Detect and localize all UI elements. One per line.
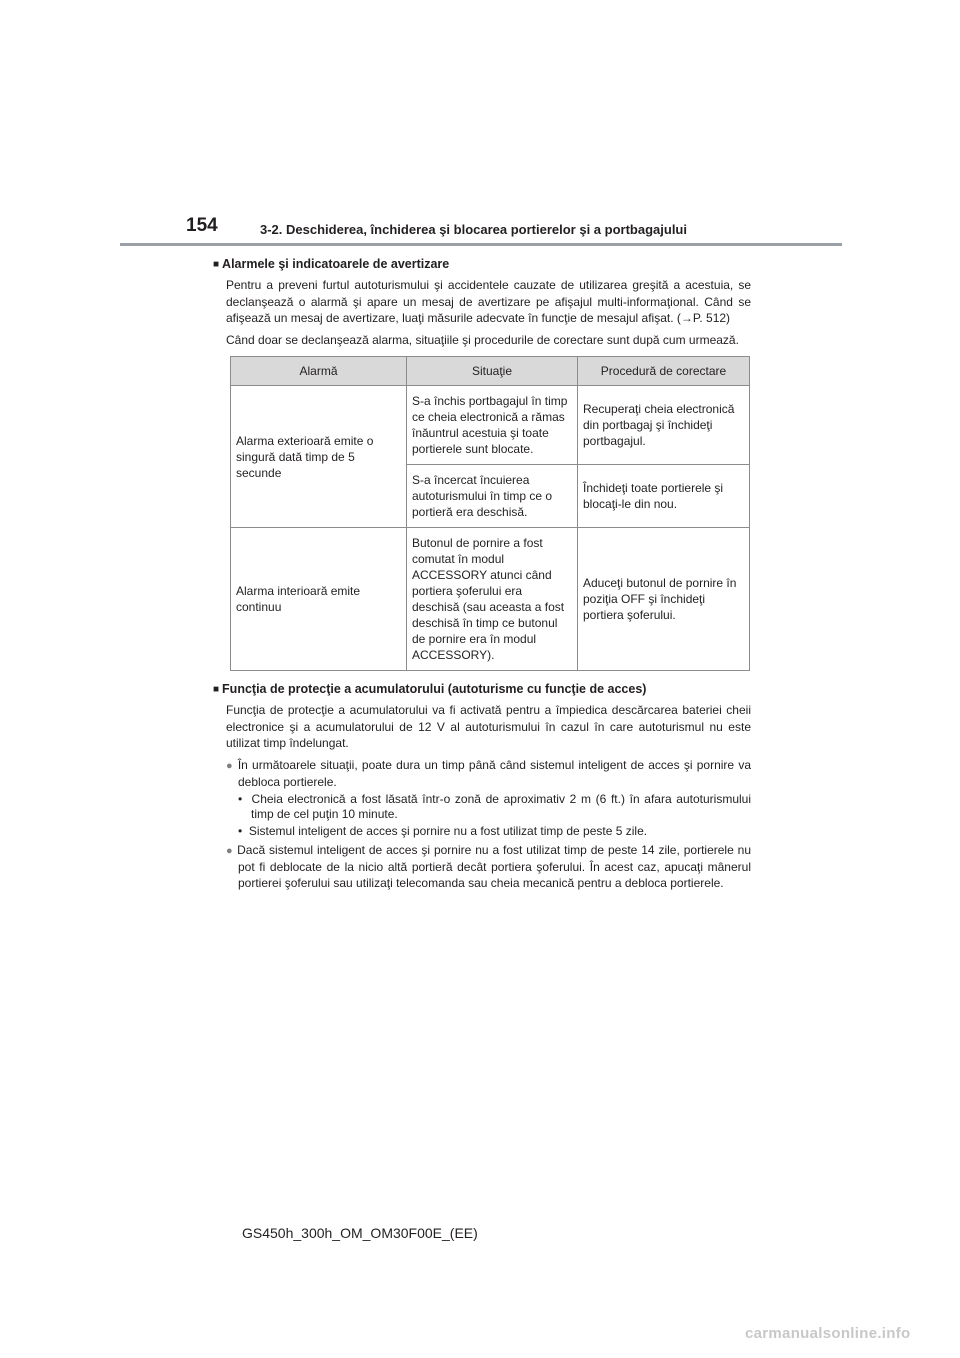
square-bullet-icon: ■ [213,684,220,695]
table-row [231,528,750,671]
battery-paragraph: Funcţia de protecţie a acumulatorului va fi activată pentru a împiedica descărcarea bateriei cheii electronice şi a acumulatorului de 12 V al autoturismului în cazul în care autoturismul nu este utilizat timp îndelungat. [226,703,751,750]
header-rule [120,243,842,246]
page-number: 154 [186,215,218,236]
watermark: carmanualsonline.info [745,1325,911,1342]
list-item: ● În următoarele situaţii, poate dura un timp până când sistemul inteligent de acces şi pornire va debloca portierele. [226,757,751,789]
page-content [213,256,751,893]
sub-list-item: • Cheia electronică a fost lăsată într-o zonă de aproximativ 2 m (6 ft.) în afara autoturismului timp de cel puţin 10 minute. [238,791,751,821]
sub-list-item: • Sistemul inteligent de acces şi pornire nu a fost utilizat timp de peste 5 zile. [238,823,648,838]
footer-code: GS450h_300h_OM_OM30F00E_(EE) [242,1225,478,1241]
square-bullet-icon: ■ [213,259,220,270]
procedure-cell: Recuperaţi cheia electronică din portbagaj şi închideţi portbagajul. [578,386,750,465]
dot-bullet-icon: • [238,791,252,806]
alarm-cell: Alarma interioară emite continuu [231,528,407,671]
table-row [231,386,750,465]
column-header-procedure: Procedură de corectare [578,357,750,386]
list-item: ● Dacă sistemul inteligent de acces şi pornire nu a fost utilizat timp de peste 14 zile, portierele nu pot fi deblocate de la nicio altă portieră decât portiera şoferului. În acest caz, apucaţi mânerul portierei şoferului sau utilizaţi telecomanda sau cheia mecanică pentru a debloca portierele. [226,842,751,890]
alarms-paragraph-2: Când doar se declanşează alarma, situaţiile şi procedurile de corectare sunt după cum urmează. [226,332,739,347]
procedure-cell: Închideţi toate portierele şi blocaţi-le din nou. [578,465,750,528]
round-bullet-icon: ● [226,844,234,857]
situation-cell: S-a încercat încuierea autoturismului în timp ce o portieră era deschisă. [407,465,578,528]
dot-bullet-icon: • [238,823,249,838]
section-heading-alarms: ■ Alarmele şi indicatoarele de avertizare [213,257,450,271]
section-heading-battery: ■ Funcţia de protecţie a acumulatorului (autoturisme cu funcţie de acces) [213,682,647,696]
alarms-paragraph-1: Pentru a preveni furtul autoturismului şi accidentele cauzate de utilizarea greşită a acestuia, se declanşează o alarmă şi apare un mesaj de avertizare pe afişajul multi-informaţional. Când se afişează un mesaj de avertizare, luaţi măsurile adecvate în funcţie de mesajul afişat. (→P. 512) [226,278,751,325]
situation-cell: Butonul de pornire a fost comutat în modul ACCESSORY atunci când portiera şoferului era deschisă (sau aceasta a fost deschisă în timp ce butonul de pornire era în modul ACCESSORY). [407,528,578,671]
table-header-row [231,357,750,386]
alarm-table [230,356,750,671]
situation-cell: S-a închis portbagajul în timp ce cheia electronică a rămas înăuntrul acestuia şi toate portierele sunt blocate. [407,386,578,465]
section-title: 3-2. Deschiderea, închiderea şi blocarea portierelor şi a portbagajului [260,222,687,237]
procedure-cell: Aduceţi butonul de pornire în poziţia OFF şi închideţi portiera şoferului. [578,528,750,671]
column-header-situation: Situaţie [407,357,578,386]
alarm-cell: Alarma exterioară emite o singură dată timp de 5 secunde [231,386,407,528]
round-bullet-icon: ● [226,759,234,772]
column-header-alarm: Alarmă [231,357,407,386]
